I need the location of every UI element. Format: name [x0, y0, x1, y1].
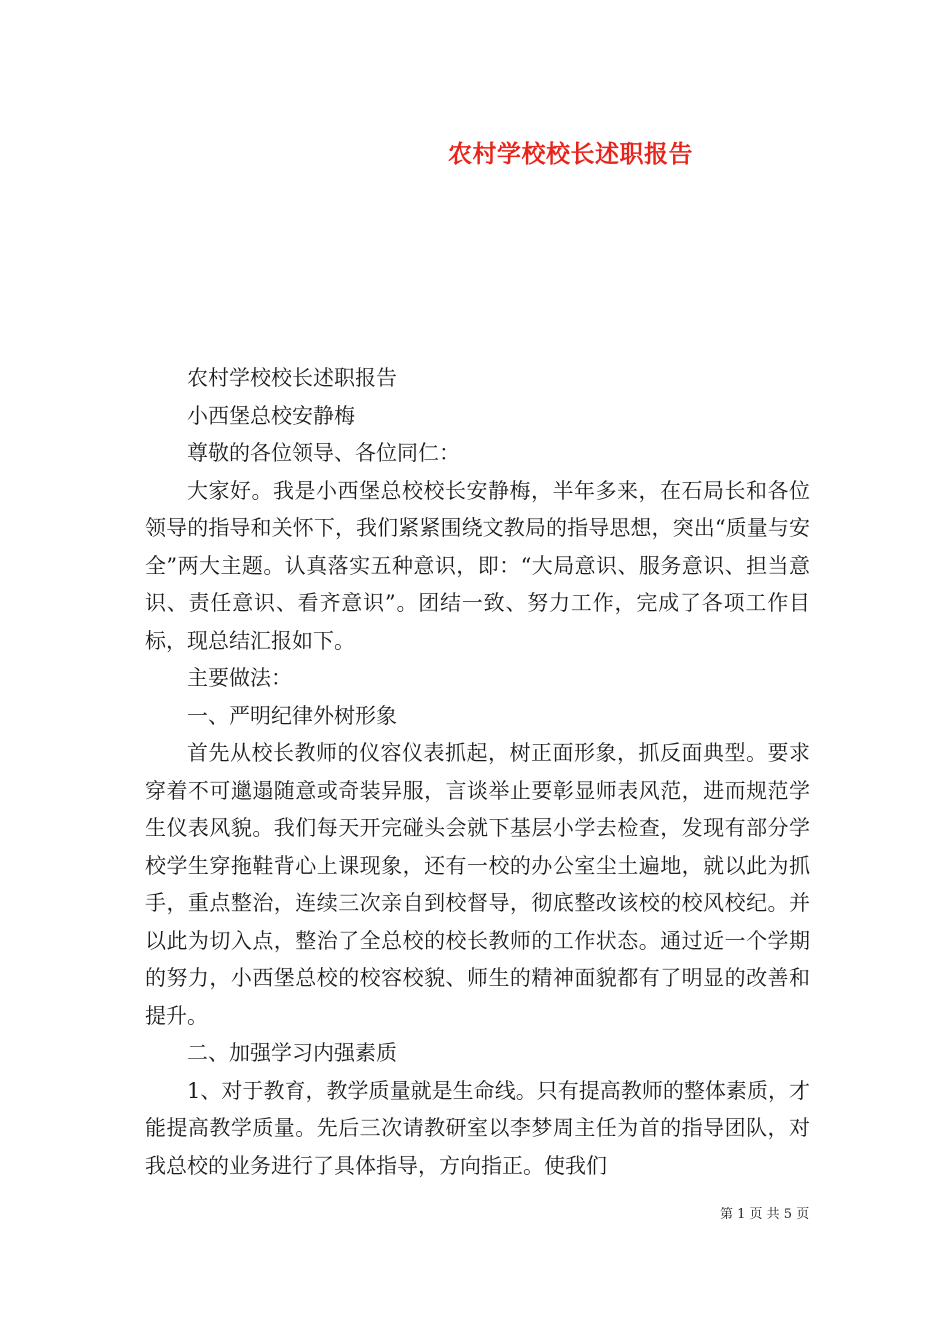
paragraph-intro: 大家好。我是小西堡总校校长安静梅，半年多来，在石局长和各位领导的指导和关怀下，我们紧紧围绕文教局的指导思想，突出“质量与安全”两大主题。认真落实五种意识，即：“大局意识、服务意识、担当意识、责任意识、看齐意识”。团结一致、努力工作，完成了各项工作目标，现总结汇报如下。: [145, 478, 810, 653]
section-heading-2: 二、加强学习内强素质: [187, 1041, 397, 1065]
paragraph-section-1: 首先从校长教师的仪容仪表抓起，树正面形象，抓反面典型。要求穿着不可邋遢随意或奇装异服，言谈举止要彰显师表风范，进而规范学生仪表风貌。我们每天开完碰头会就下基层小学去检查，发现有部分学校学生穿拖鞋背心上课现象，还有一校的办公室尘土遍地，就以此为抓手，重点整治，连续三次亲自到校督导，彻底整改该校的校风校纪。并以此为切入点，整治了全总校的校长教师的工作状态。通过近一个学期的努力，小西堡总校的校容校貌、师生的精神面貌都有了明显的改善和提升。: [145, 741, 810, 1028]
paragraph-salutation: 尊敬的各位领导、各位同仁：: [187, 441, 460, 465]
paragraph-heading-repeat: 农村学校校长述职报告: [187, 366, 397, 390]
document-title: 农村学校校长述职报告: [448, 139, 693, 168]
page-footer: 第 1 页 共 5 页: [720, 1207, 810, 1222]
paragraph-author: 小西堡总校安静梅: [187, 403, 355, 428]
section-heading-1: 一、严明纪律外树形象: [187, 703, 397, 728]
paragraph-section-2: 1、对于教育，教学质量就是生命线。只有提高教师的整体素质，才能提高教学质量。先后三次请教研室以李梦周主任为首的指导团队，对我总校的业务进行了具体指导，方向指正。使我们: [145, 1078, 810, 1178]
document-body: [145, 360, 810, 1185]
paragraph-main-methods: 主要做法：: [187, 666, 292, 690]
